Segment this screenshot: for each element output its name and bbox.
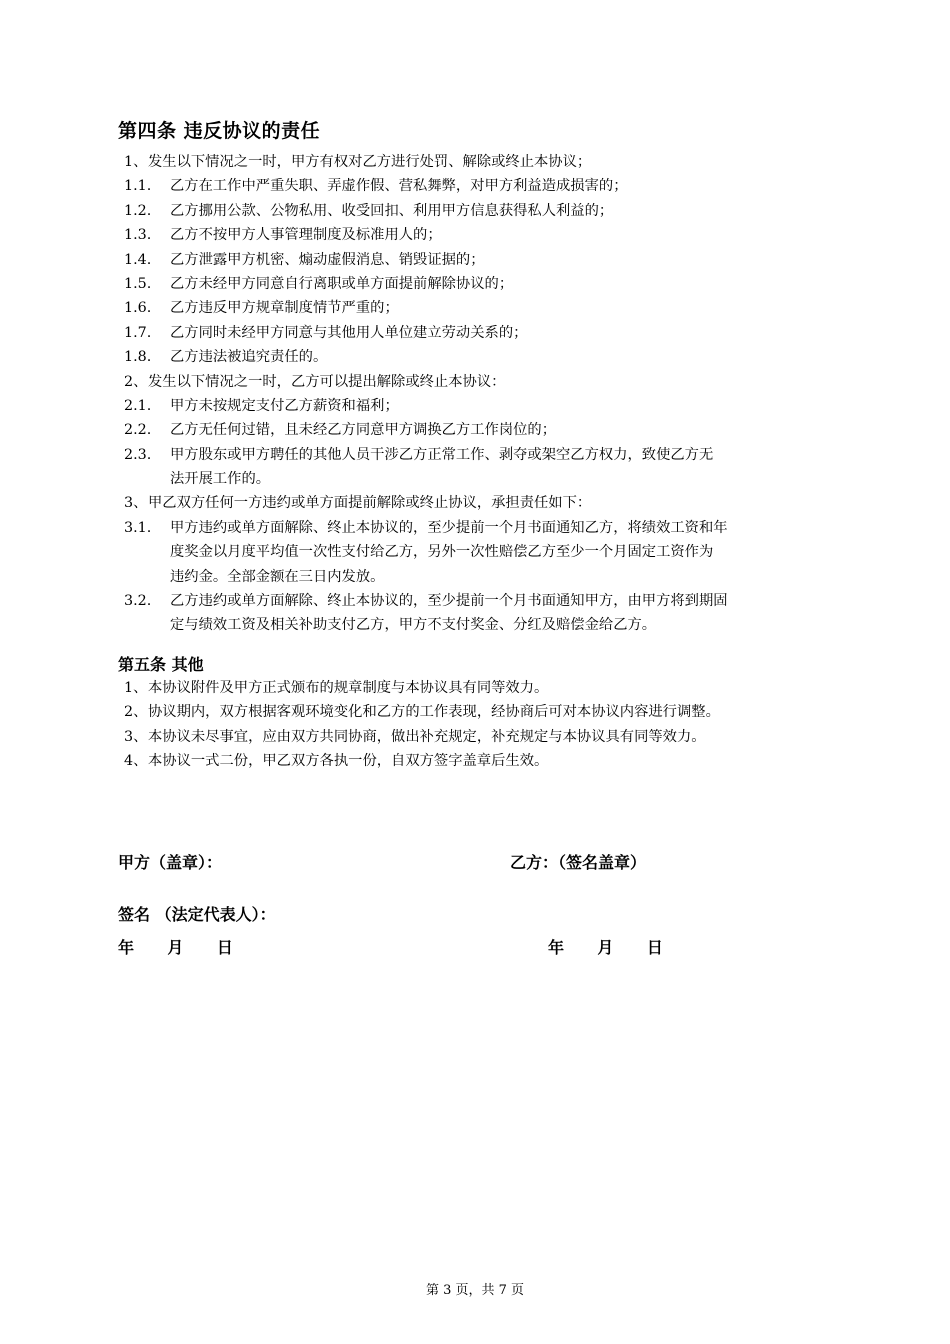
list-item <box>124 370 850 394</box>
party-a-date: 年 月 日 <box>118 938 233 957</box>
list-item <box>124 443 850 467</box>
item-number: 1.7. <box>124 324 152 341</box>
item-text: 度奖金以月度平均值一次性支付给乙方，另外一次性赔偿乙方至少一个月固定工资作为 <box>170 544 714 561</box>
list-item <box>124 749 850 773</box>
item-text: 本协议附件及甲方正式颁布的规章制度与本协议具有同等效力。 <box>148 680 549 696</box>
item-text: 法开展工作的。 <box>170 471 271 488</box>
item-number: 2.1. <box>124 397 152 414</box>
item-text: 乙方挪用公款、公物私用、收受回扣、利用甲方信息获得私人利益的； <box>170 202 614 219</box>
list-item <box>124 174 850 198</box>
list-item <box>124 321 850 345</box>
item-text: 协议期内，双方根据客观环境变化和乙方的工作表现，经协商后可对本协议内容进行调整。 <box>148 704 720 721</box>
article-5-list <box>124 676 850 774</box>
list-item <box>124 296 850 320</box>
item-text: 乙方违反甲方规章制度情节严重的； <box>170 300 399 317</box>
list-item <box>124 676 850 700</box>
item-number: 4、 <box>124 753 148 770</box>
list-item <box>124 345 850 369</box>
item-text: 违约金。全部金额在三日内发放。 <box>170 568 385 585</box>
item-number: 3.2. <box>124 593 152 610</box>
item-text: 甲方违约或单方面解除、终止本协议的，至少提前一个月书面通知乙方，将绩效工资和年 <box>170 519 728 536</box>
list-item <box>124 725 850 749</box>
list-item <box>124 540 850 564</box>
legal-rep-signature-label: 签名 （法定代表人）： <box>118 905 276 924</box>
list-item <box>124 467 850 491</box>
party-a-seal-label: 甲方（盖章）： <box>118 853 223 872</box>
item-number: 1.4. <box>124 251 152 268</box>
item-text: 乙方未经甲方同意自行离职或单方面提前解除协议的； <box>170 275 514 292</box>
item-number: 3、 <box>124 495 148 512</box>
item-number: 1.3. <box>124 227 152 244</box>
list-item <box>124 565 850 589</box>
item-text: 乙方不按甲方人事管理制度及标准用人的； <box>170 227 442 244</box>
item-number: 1.5. <box>124 275 152 292</box>
item-text: 发生以下情况之一时，甲方有权对乙方进行处罚、解除或终止本协议； <box>148 154 592 170</box>
item-number: 2.2. <box>124 422 152 439</box>
list-item <box>124 199 850 223</box>
item-text: 甲方股东或甲方聘任的其他人员干涉乙方正常工作、剥夺或架空乙方权力，致使乙方无 <box>170 446 714 463</box>
list-item <box>124 223 850 247</box>
article-5-title: 第五条 其他 <box>118 655 204 674</box>
article-4-title: 第四条 违反协议的责任 <box>118 120 321 142</box>
item-text: 乙方无任何过错，且未经乙方同意甲方调换乙方工作岗位的； <box>170 422 557 439</box>
item-text: 定与绩效工资及相关补助支付乙方，甲方不支付奖金、分红及赔偿金给乙方。 <box>170 617 657 634</box>
list-item <box>124 272 850 296</box>
item-number: 2、 <box>124 373 148 390</box>
list-item <box>124 248 850 272</box>
item-number: 1.6. <box>124 300 152 317</box>
list-item <box>124 150 850 174</box>
list-item <box>124 394 850 418</box>
list-item <box>124 700 850 724</box>
item-text: 乙方同时未经甲方同意与其他用人单位建立劳动关系的； <box>170 324 528 341</box>
item-number: 1.1. <box>124 178 152 195</box>
list-item <box>124 491 850 515</box>
item-number: 2.3. <box>124 446 152 463</box>
list-item <box>124 516 850 540</box>
item-text: 乙方泄露甲方机密、煽动虚假消息、销毁证据的； <box>170 251 485 268</box>
item-number: 1、 <box>124 154 148 170</box>
item-text: 乙方违约或单方面解除、终止本协议的，至少提前一个月书面通知甲方，由甲方将到期固 <box>170 593 728 610</box>
item-text: 乙方在工作中严重失职、弄虚作假、营私舞弊，对甲方利益造成损害的； <box>170 178 628 195</box>
item-number: 1、 <box>124 680 148 696</box>
item-text: 本协议未尽事宜，应由双方共同协商，做出补充规定，补充规定与本协议具有同等效力。 <box>148 728 706 745</box>
item-text: 本协议一式二份，甲乙双方各执一份，自双方签字盖章后生效。 <box>148 753 549 770</box>
list-item <box>124 418 850 442</box>
list-item <box>124 589 850 613</box>
item-number: 1.2. <box>124 202 152 219</box>
item-text: 甲方未按规定支付乙方薪资和福利； <box>170 397 399 414</box>
item-text: 甲乙双方任何一方违约或单方面提前解除或终止协议，承担责任如下： <box>148 495 592 512</box>
item-text: 乙方违法被追究责任的。 <box>170 349 328 366</box>
article-4-list <box>124 150 850 638</box>
party-b-seal-label: 乙方：（签名盖章） <box>510 853 647 872</box>
item-number: 2、 <box>124 704 148 721</box>
list-item <box>124 613 850 637</box>
item-text: 发生以下情况之一时，乙方可以提出解除或终止本协议： <box>148 373 506 390</box>
item-number: 1.8. <box>124 349 152 366</box>
item-number: 3.1. <box>124 519 152 536</box>
item-number: 3、 <box>124 728 148 745</box>
page-footer: 第 3 页，共 7 页 <box>425 1283 525 1298</box>
party-b-date: 年 月 日 <box>548 938 663 957</box>
